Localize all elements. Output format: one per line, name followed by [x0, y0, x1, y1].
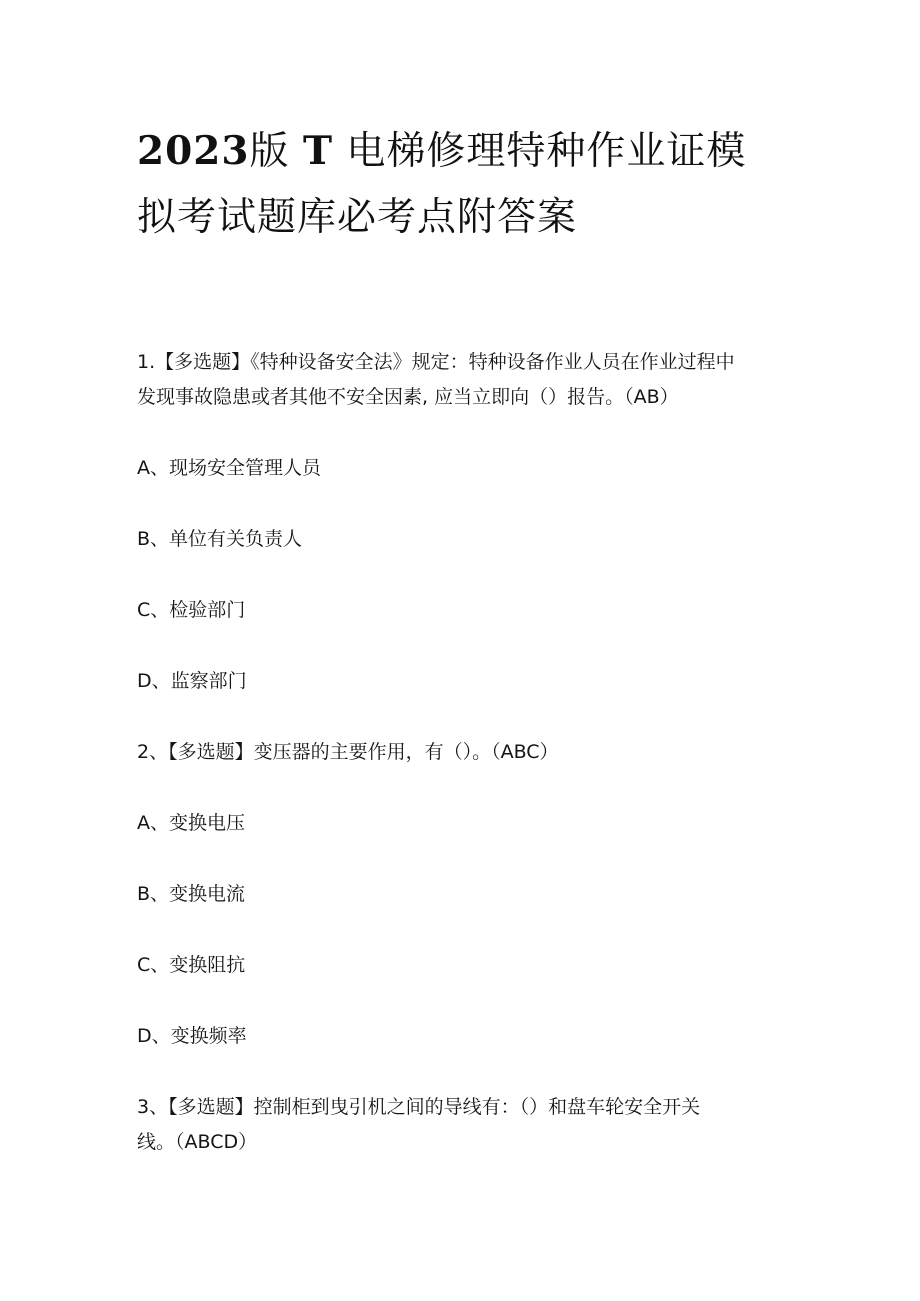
question-2-option-c: C、变换阻抗: [137, 954, 246, 976]
question-1-option-d: D、监察部门: [137, 670, 247, 692]
title-version-word: 版: [249, 129, 290, 174]
question-3: [137, 1090, 790, 1160]
question-1-option-a: A、现场安全管理人员: [137, 457, 321, 479]
question-2-line-1: 2、【多选题】变压器的主要作用，有（）。（ABC）: [137, 741, 559, 763]
question-2-option-a: A、变换电压: [137, 812, 245, 834]
title-line-2: 拟考试题库必考点附答案: [137, 195, 578, 240]
question-1-line-2: 发现事故隐患或者其他不安全因素, 应当立即向（）报告。（AB）: [137, 386, 679, 408]
title-rest: 电梯修理特种作业证模: [346, 129, 747, 174]
question-2-option-b: B、变换电流: [137, 883, 246, 905]
question-2: [137, 735, 790, 770]
title-line-1: [137, 118, 790, 185]
title-letter: T: [302, 128, 333, 174]
question-1-option-c: C、检验部门: [137, 599, 246, 621]
question-3-line-1: 3、【多选题】控制柜到曳引机之间的导线有：（）和盘车轮安全开关: [137, 1096, 701, 1118]
question-3-line-2: 线。（ABCD）: [137, 1131, 258, 1153]
page-title: [137, 118, 790, 251]
question-1-line-1: 1.【多选题】《特种设备安全法》规定：特种设备作业人员在作业过程中: [137, 351, 735, 373]
question-2-option-d: D、变换频率: [137, 1025, 247, 1047]
title-year: 2023: [137, 128, 250, 174]
question-1-option-b: B、单位有关负责人: [137, 528, 303, 550]
question-list: [137, 345, 790, 1160]
question-1: [137, 345, 790, 415]
